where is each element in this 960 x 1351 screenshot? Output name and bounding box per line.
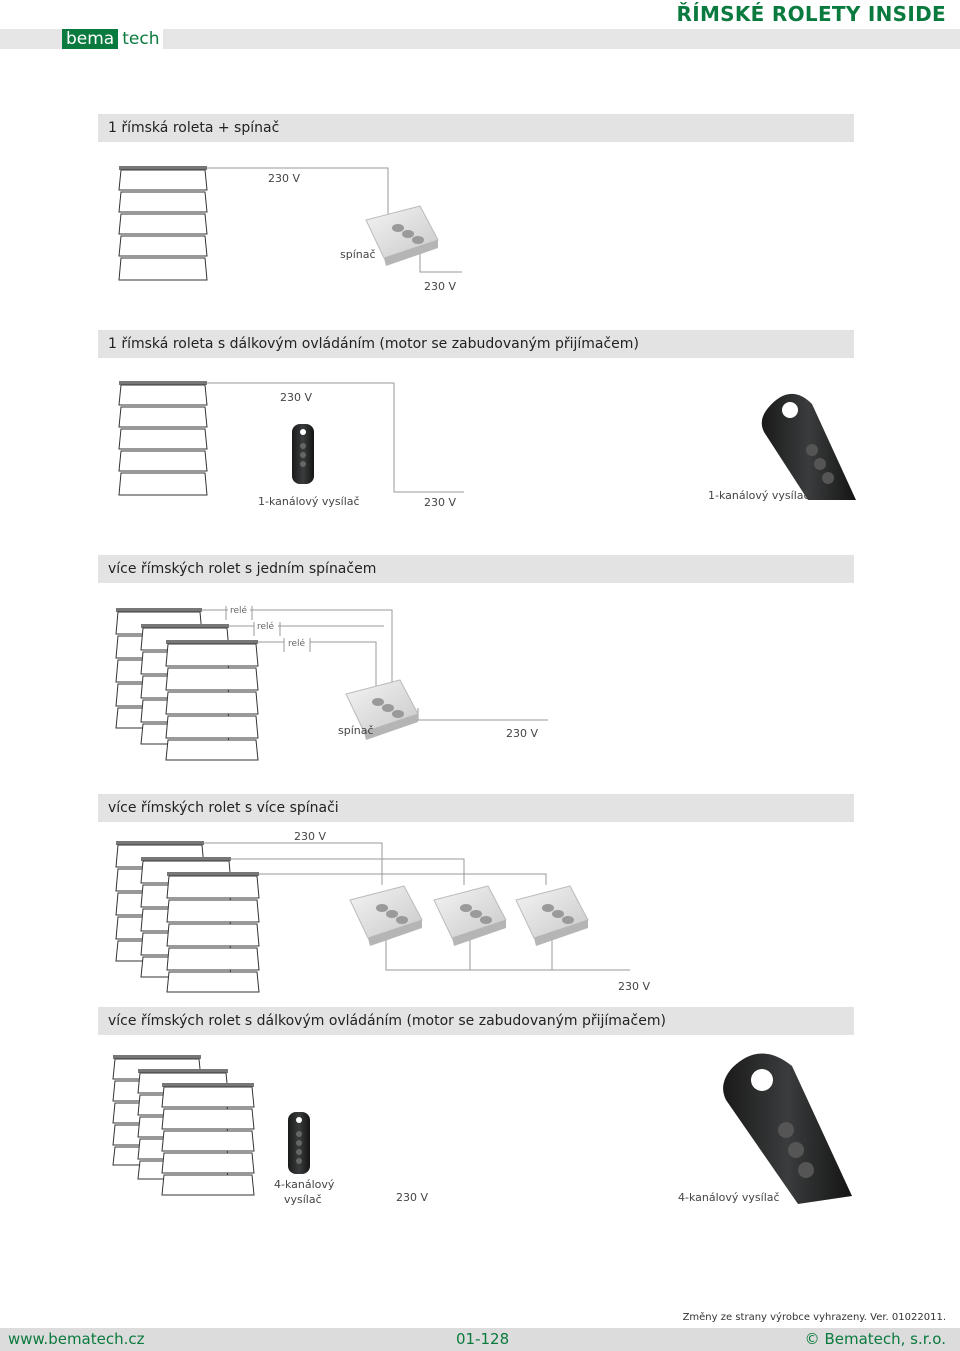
voltage-label: 230 V — [268, 172, 301, 185]
switch-label: spínač — [340, 248, 376, 261]
section-title-2: 1 římská roleta s dálkovým ovládáním (motor se zabudovaným přijímačem) — [98, 330, 854, 358]
wall-switch-icon — [516, 886, 588, 946]
roman-blind-icon — [119, 166, 207, 280]
remote-control-icon — [288, 1112, 310, 1174]
remote-small-label-line2: vysílač — [284, 1193, 322, 1206]
voltage-label: 230 V — [424, 496, 457, 509]
roman-blind-icon — [167, 872, 259, 992]
footer-url[interactable]: www.bematech.cz — [8, 1330, 145, 1348]
remote-small-label-line1: 4-kanálový — [274, 1178, 335, 1191]
footer-copyright: © Bematech, s.r.o. — [804, 1330, 946, 1348]
wall-switch-icon — [366, 206, 438, 266]
voltage-label: 230 V — [396, 1191, 429, 1204]
remote-control-icon — [723, 1053, 852, 1204]
section-title-3: více římských rolet s jedním spínačem — [98, 555, 854, 583]
remote-control-icon — [292, 424, 314, 484]
page-number: 01-128 — [456, 1330, 510, 1348]
section-title-5: více římských rolet s dálkovým ovládáním (motor se zabudovaným přijímačem) — [98, 1007, 854, 1035]
section-title-4: více římských rolet s více spínači — [98, 794, 854, 822]
footer-note: Změny ze strany výrobce vyhrazeny. Ver. 01022011. — [682, 1312, 946, 1323]
remote-control-icon — [762, 394, 856, 500]
roman-blind-icon — [119, 381, 207, 495]
remote-large-label: 4-kanálový vysílač — [678, 1191, 780, 1204]
page-title: ŘÍMSKÉ ROLETY INSIDE — [676, 2, 946, 26]
voltage-label: 230 V — [424, 280, 457, 293]
remote-large-label: 1-kanálový vysílač — [708, 489, 810, 502]
voltage-label: 230 V — [294, 830, 327, 843]
logo-tech: tech — [118, 29, 163, 49]
section-title-1: 1 římská roleta + spínač — [98, 114, 854, 142]
voltage-label: 230 V — [280, 391, 313, 404]
voltage-label: 230 V — [506, 727, 539, 740]
logo-bema: bema — [62, 29, 118, 49]
roman-blind-icon — [162, 1083, 254, 1195]
relay-label: relé — [230, 606, 248, 616]
remote-small-label: 1-kanálový vysílač — [258, 495, 360, 508]
wall-switch-icon — [434, 886, 506, 946]
wall-switch-icon — [350, 886, 422, 946]
relay-label: relé — [257, 622, 275, 632]
voltage-label: 230 V — [618, 980, 651, 993]
relay-label: relé — [288, 639, 306, 649]
switch-label: spínač — [338, 724, 374, 737]
roman-blind-icon — [166, 640, 258, 760]
